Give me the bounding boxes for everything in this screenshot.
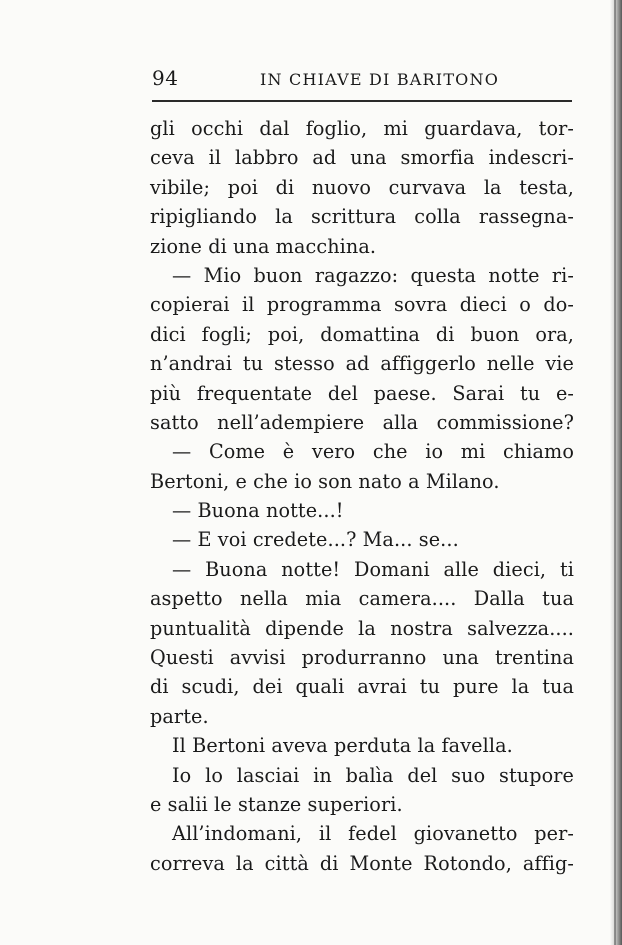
text-line: copierai il programma sovra dieci o do- <box>150 293 574 317</box>
text-line: puntualità dipende la nostra salvezza.... <box>150 616 574 640</box>
page-header <box>152 66 570 96</box>
text-line: — E voi credete...? Ma... se... <box>172 528 459 552</box>
text-line: Questi avvisi produrranno una trentina <box>150 646 574 670</box>
page-number: 94 <box>152 66 179 90</box>
running-head: IN CHIAVE DI BARITONO <box>260 70 500 89</box>
text-line: n’andrai tu stesso ad affiggerlo nelle vie <box>150 352 574 376</box>
text-line: ripigliando la scrittura colla rassegna- <box>150 205 574 229</box>
text-line: — Mio buon ragazzo: questa notte ri- <box>172 263 574 287</box>
text-line: gli occhi dal foglio, mi guardava, tor- <box>150 117 574 140</box>
text-line: e salii le stanze superiori. <box>150 792 403 816</box>
text-line: dici fogli; poi, domattina di buon ora, <box>150 322 574 346</box>
text-line: ceva il labbro ad una smorfia indescri- <box>150 146 574 170</box>
text-line: — Buona notte! Domani alle dieci, ti <box>172 557 574 581</box>
text-line: All’indomani, il fedel giovanetto per- <box>172 822 574 846</box>
text-line: Io lo lasciai in balìa del suo stupore <box>172 763 574 787</box>
text-line: zione di una macchina. <box>150 234 377 258</box>
text-line: satto nell’adempiere alla commissione? <box>150 410 574 434</box>
page-edge-line <box>614 0 616 945</box>
text-line: più frequentate del paese. Sarai tu e- <box>150 381 574 405</box>
body-text <box>150 114 574 878</box>
text-line: — Come è vero che io mi chiamo <box>172 440 574 464</box>
text-line: vibile; poi di nuovo curvava la testa, <box>150 175 574 199</box>
text-line: Bertoni, e che io son nato a Milano. <box>150 469 500 493</box>
header-rule <box>152 100 572 102</box>
text-line: — Buona notte...! <box>172 499 344 523</box>
text-line: Il Bertoni aveva perduta la favella. <box>172 734 513 758</box>
page-edge-shadow <box>610 0 622 945</box>
text-line: aspetto nella mia camera.... Dalla tua <box>150 587 574 611</box>
text-line: di scudi, dei quali avrai tu pure la tua <box>150 675 574 699</box>
text-line: correva la città di Monte Rotondo, affig- <box>150 851 574 875</box>
text-line: parte. <box>150 704 209 728</box>
